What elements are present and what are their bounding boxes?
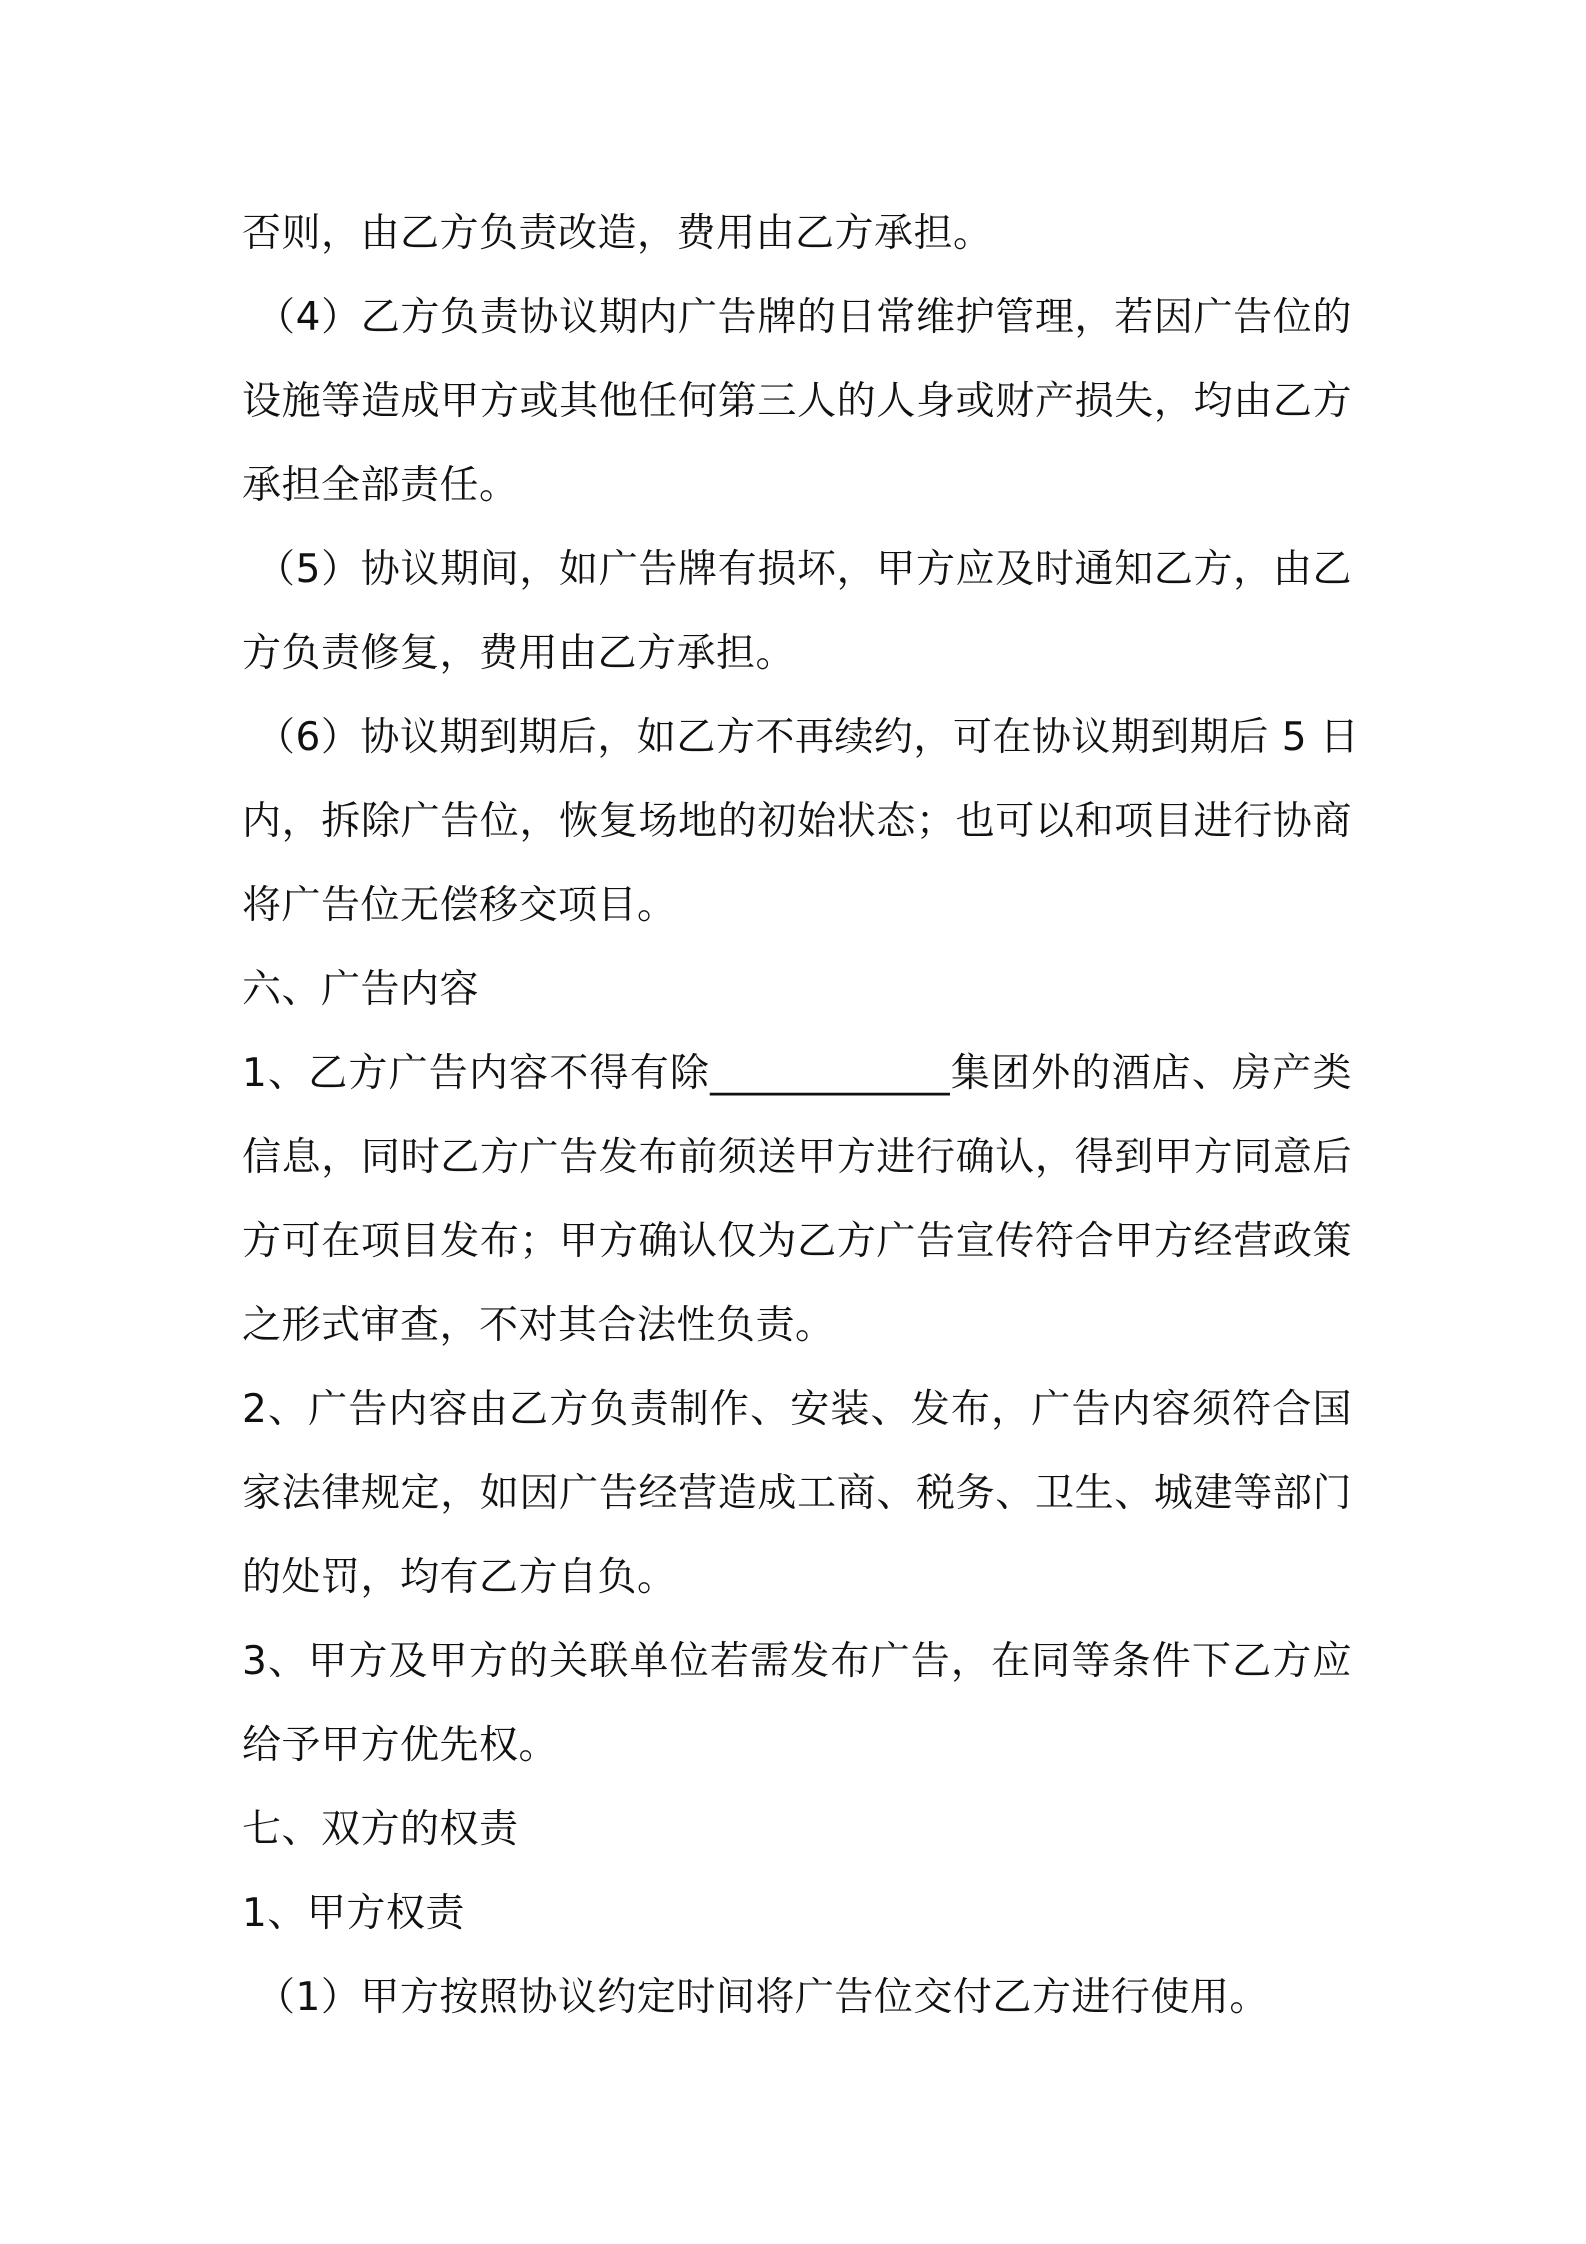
text-line: 1、乙方广告内容不得有除____________集团外的酒店、房产类 (242, 1051, 1352, 1096)
text-line: （4）乙方负责协议期内广告牌的日常维护管理，若因广告位的 (256, 295, 1352, 340)
text-line: 将广告位无偿移交项目。 (242, 883, 677, 928)
text-line: （1）甲方按照协议约定时间将广告位交付乙方进行使用。 (256, 1975, 1269, 2020)
text-line: 方负责修复，费用由乙方承担。 (242, 631, 796, 676)
text-line: 设施等造成甲方或其他任何第三人的人身或财产损失，均由乙方 (242, 379, 1352, 424)
text-line: 家法律规定，如因广告经营造成工商、税务、卫生、城建等部门 (242, 1471, 1352, 1516)
text-line: 的处罚，均有乙方自负。 (242, 1555, 677, 1600)
subsection-heading: 1、甲方权责 (242, 1891, 465, 1936)
text-line: （6）协议期到期后，如乙方不再续约，可在协议期到期后 5 日 (256, 715, 1360, 760)
text-line: 3、甲方及甲方的关联单位若需发布广告，在同等条件下乙方应 (242, 1639, 1352, 1684)
text-line: 否则，由乙方负责改造，费用由乙方承担。 (242, 211, 993, 256)
section-heading: 七、双方的权责 (242, 1807, 519, 1852)
text-line: （5）协议期间，如广告牌有损坏，甲方应及时通知乙方，由乙 (256, 547, 1352, 592)
document-page (242, 192, 1360, 2040)
text-line: 承担全部责任。 (242, 463, 519, 508)
text-line: 内，拆除广告位，恢复场地的初始状态；也可以和项目进行协商 (242, 799, 1352, 844)
text-line: 方可在项目发布；甲方确认仅为乙方广告宣传符合甲方经营政策 (242, 1219, 1352, 1264)
text-line: 给予甲方优先权。 (242, 1723, 559, 1768)
text-line: 信息，同时乙方广告发布前须送甲方进行确认，得到甲方同意后 (242, 1135, 1352, 1180)
text-line: 之形式审查，不对其合法性负责。 (242, 1303, 835, 1348)
text-line: 2、广告内容由乙方负责制作、安装、发布，广告内容须符合国 (242, 1387, 1352, 1432)
section-heading: 六、广告内容 (242, 967, 480, 1012)
